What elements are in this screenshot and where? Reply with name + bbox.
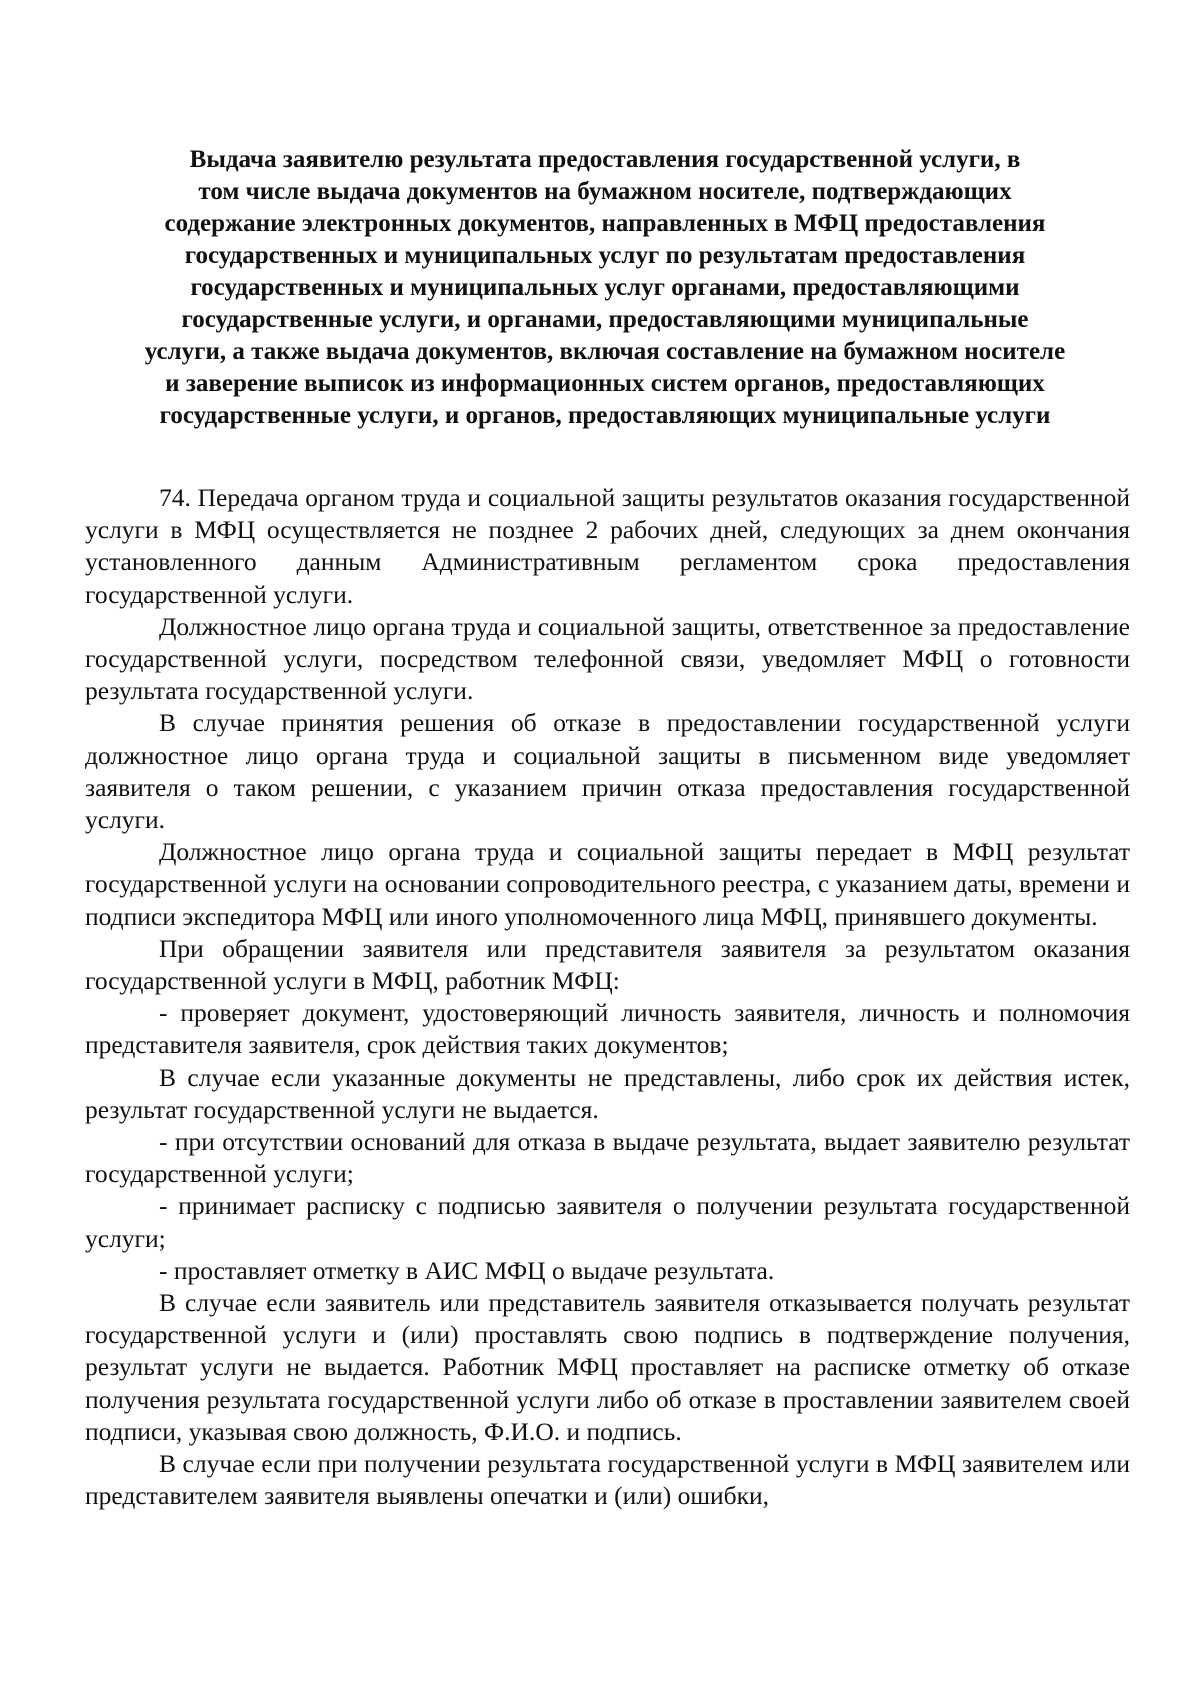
paragraph: Должностное лицо органа труда и социальной защиты, ответственное за предоставление государственной услуги, посредством телефонной связи, уведомляет МФЦ о готовности результата государственной услуги. xyxy=(85,611,1130,706)
heading-line: содержание электронных документов, направленных в МФЦ предоставления xyxy=(164,210,1046,237)
document-body xyxy=(85,482,1130,1513)
paragraph: В случае если заявитель или представитель заявителя отказывается получать результат государственной услуги и (или) проставлять свою подпись в подтверждение получения, результат услуги не выдается. Работник МФЦ проставляет на расписке отметку об отказе получения результата государственной услуги либо об отказе в проставлении заявителем своей подписи, указывая свою должность, Ф.И.О. и подпись. xyxy=(85,1288,1130,1446)
paragraph: Должностное лицо органа труда и социальной защиты передает в МФЦ результат государственной услуги на основании сопроводительного реестра, с указанием даты, времени и подписи экспедитора МФЦ или иного уполномоченного лица МФЦ, принявшего документы. xyxy=(85,837,1130,931)
paragraph-74: 74. Передача органом труда и социальной защиты результатов оказания государственной услуги в МФЦ осуществляется не позднее 2 рабочих дней, следующих за днем окончания установленного данным Административным регламентом срока предоставления государственной услуги. xyxy=(85,483,1130,609)
heading-line: услуги, а также выдача документов, включая составление на бумажном носителе xyxy=(144,338,1066,365)
heading-line: Выдача заявителю результата предоставления государственной услуги, в xyxy=(189,146,1021,173)
list-item: - проставляет отметку в АИС МФЦ о выдаче результата. xyxy=(159,1255,775,1285)
list-item: - принимает расписку с подписью заявителя о получении результата государственной услуги; xyxy=(85,1191,1130,1253)
list-item: - при отсутствии оснований для отказа в выдаче результата, выдает заявителю результат государственной услуги; xyxy=(85,1127,1130,1189)
heading-line: государственные услуги, и органов, предоставляющих муниципальные услуги xyxy=(159,402,1051,429)
section-heading xyxy=(80,144,1130,432)
heading-line: том числе выдача документов на бумажном носителе, подтверждающих xyxy=(198,178,1012,205)
paragraph: В случае принятия решения об отказе в предоставлении государственной услуги должностное лицо органа труда и социальной защиты в письменном виде уведомляет заявителя о таком решении, с указанием причин отказа предоставления государственной услуги. xyxy=(85,708,1130,835)
heading-line: государственных и муниципальных услуг органами, предоставляющими xyxy=(190,274,1020,301)
heading-line: государственные услуги, и органами, предоставляющими муниципальные xyxy=(181,306,1029,333)
heading-line: государственных и муниципальных услуг по результатам предоставления xyxy=(184,242,1026,269)
paragraph: В случае если при получении результата государственной услуги в МФЦ заявителем или представителем заявителя выявлены опечатки и (или) ошибки, xyxy=(85,1449,1130,1511)
paragraph: При обращении заявителя или представителя заявителя за результатом оказания государственной услуги в МФЦ, работник МФЦ: xyxy=(85,933,1130,996)
paragraph: В случае если указанные документы не представлены, либо срок их действия истек, результат государственной услуги не выдается. xyxy=(85,1062,1130,1124)
heading-line: и заверение выписок из информационных систем органов, предоставляющих xyxy=(165,370,1045,397)
list-item: - проверяет документ, удостоверяющий личность заявителя, личность и полномочия представителя заявителя, срок действия таких документов; xyxy=(85,998,1130,1060)
